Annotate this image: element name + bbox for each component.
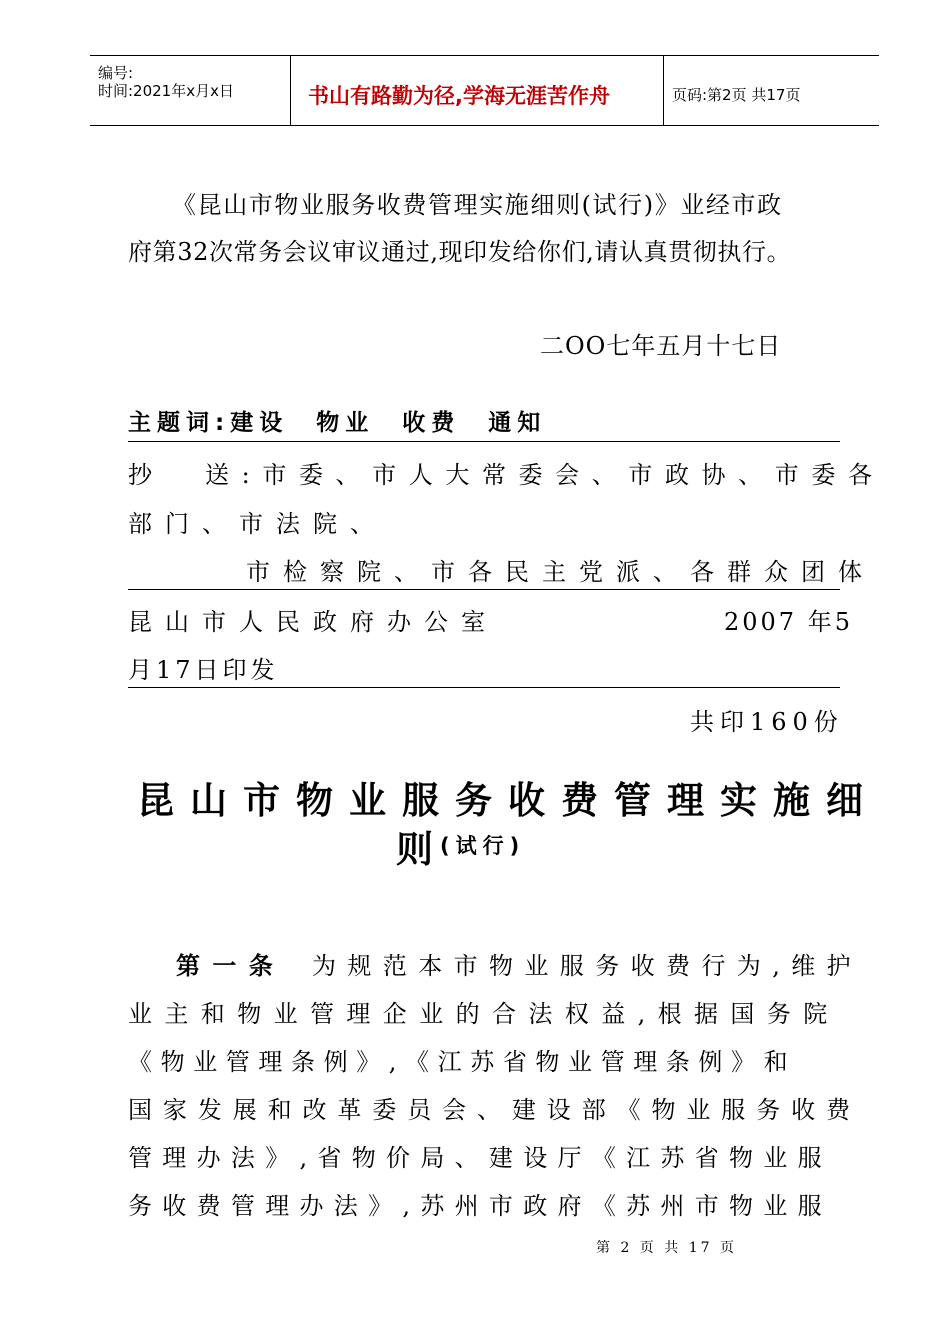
header-bottom-border [90, 125, 879, 126]
cc-line-3: 市检察院、市各民主党派、各群众团体 [246, 558, 875, 586]
colophon-rule-2 [128, 589, 840, 590]
notice-line-2: 府第32次常务会议审议通过,现印发给你们,请认真贯彻执行。 [128, 238, 792, 266]
footer-page-number: 第 2 页 共 17 页 [596, 1240, 737, 1256]
document-title-line-2: 则 [396, 828, 449, 871]
issuer: 昆山市人民政府办公室 [128, 608, 498, 636]
motto-text: 书山有路勤为径,学海无涯苦作舟 [308, 84, 610, 108]
article-1-line-5: 管理办法》,省物价局、建设厅《江苏省物业服 [128, 1144, 832, 1172]
copies-count: 共印160份 [690, 708, 844, 736]
article-1-line-4: 国家发展和改革委员会、建设部《物业服务收费 [128, 1096, 861, 1124]
colophon-rule-1 [128, 441, 840, 442]
article-1-line-3: 《物业管理条例》,《江苏省物业管理条例》和 [128, 1048, 797, 1076]
article-1-line-1: 为规范本市物业服务收费行为,维护 [312, 952, 863, 980]
time-label: 时间:2021年x月x日 [98, 82, 234, 100]
notice-date: 二OO七年五月十七日 [540, 332, 782, 360]
article-1-line-6: 务收费管理办法》,苏州市政府《苏州市物业服 [128, 1192, 832, 1220]
document-title-suffix: (试行) [440, 834, 526, 858]
document-title-line-1: 昆山市物业服务收费管理实施细 [137, 779, 879, 822]
cc-line-1: 抄 送:市委、市人大常委会、市政协、市委各 [128, 461, 885, 489]
header-divider-left [290, 55, 291, 125]
colophon-rule-3 [128, 687, 840, 688]
issue-date-a: 2007 年5 [724, 608, 853, 636]
article-1-label: 第一条 [176, 952, 286, 980]
serial-label: 编号: [98, 64, 134, 82]
header-divider-right [663, 55, 664, 125]
cc-line-2: 部门、市法院、 [128, 510, 387, 538]
header-top-border [90, 55, 879, 56]
page-label: 页码:第2页 共17页 [672, 86, 801, 104]
article-1-line-2: 业主和物业管理企业的合法权益,根据国务院 [128, 1000, 840, 1028]
issue-date-b: 月17日印发 [128, 656, 279, 684]
subject-words: 主题词:建设 物业 收费 通知 [128, 410, 547, 436]
notice-line-1: 《昆山市物业服务收费管理实施细则(试行)》业经市政 [172, 191, 783, 219]
